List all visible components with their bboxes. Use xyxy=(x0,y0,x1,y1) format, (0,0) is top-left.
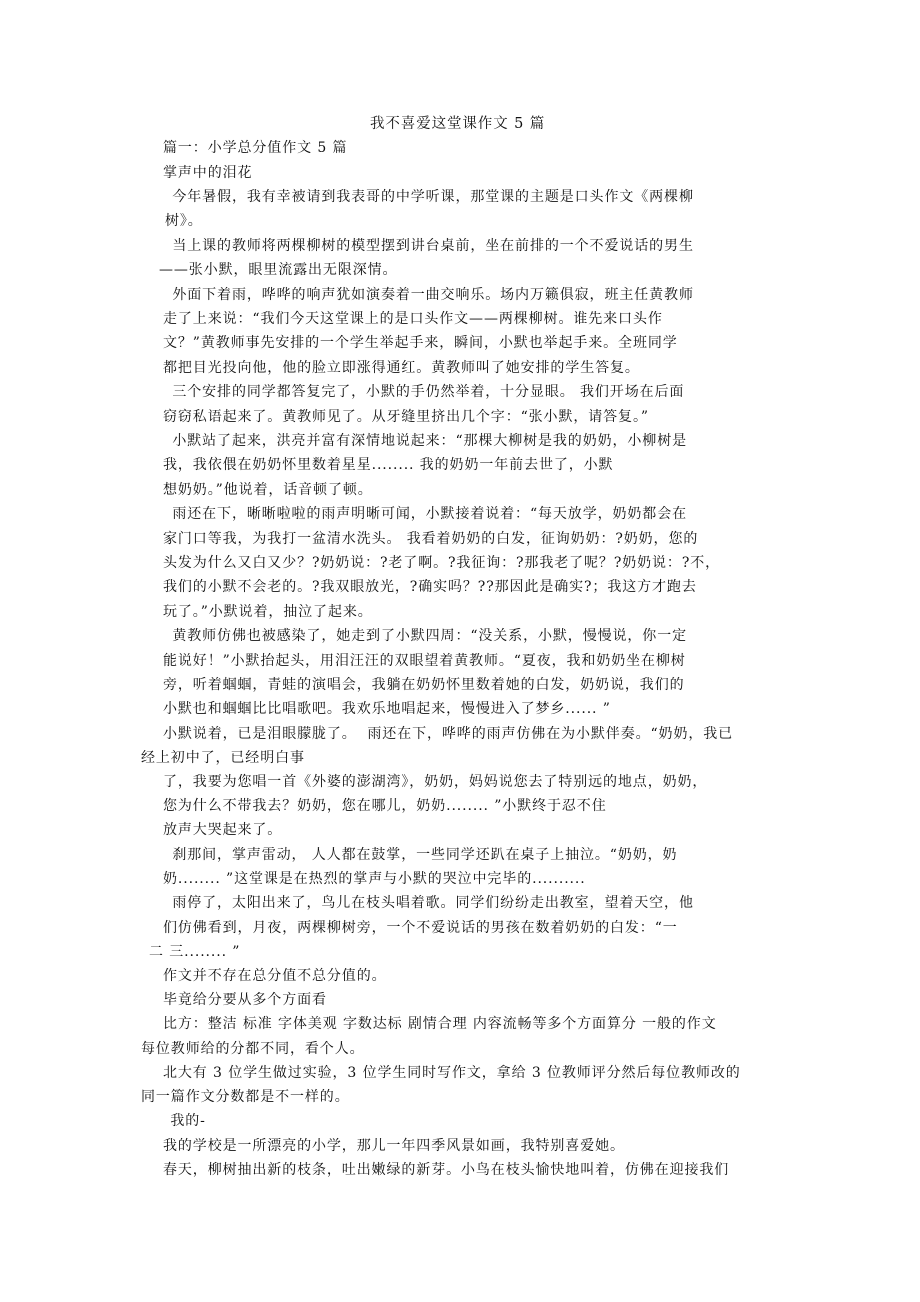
text-line: 今年暑假，我有幸被请到我表哥的中学听课，那堂课的主题是口头作文《两棵柳 xyxy=(167,189,694,205)
text-line: 都把目光投向他，他的脸立即涨得通红。黄教师叫了她安排的学生答复。 xyxy=(163,360,640,376)
text-line: 雨还在下，晰晰啦啦的雨声明晰可闻，小默接着说着：“每天放学，奶奶都会在 xyxy=(167,506,688,522)
text-line: 您为什么不带我去？奶奶，您在哪儿，奶奶........ ”小默终于忍不住 xyxy=(163,798,607,814)
text-line: 北大有 3 位学生做过实验，3 位学生同时写作文，拿给 3 位教师评分然后每位教师改的 xyxy=(163,1065,741,1081)
text-line: ——张小默，眼里流露出无限深情。 xyxy=(159,262,398,278)
text-line: 能说好！”小默抬起头，用泪汪汪的双眼望着黄教师。“夏夜，我和奶奶坐在柳树 xyxy=(163,653,686,669)
text-line: 每位教师给的分都不同，看个人。 xyxy=(141,1041,365,1057)
text-line: 比方：整洁 标准 字体美观 字数达标 剧情合理 内容流畅等多个方面算分 一般的作文 xyxy=(163,1016,717,1032)
text-line: 放声大哭起来了。 xyxy=(163,822,283,838)
text-line: 我，我依偎在奶奶怀里数着星星........ 我的奶奶一年前去世了，小默 xyxy=(163,457,614,473)
text-line: 们仿佛看到，月夜，两棵柳树旁，一个不爱说话的男孩在数着奶奶的白发：“一 xyxy=(163,920,678,936)
text-line: 小默也和蝈蝈比比唱歌吧。我欢乐地唱起来，慢慢进入了梦乡...... ” xyxy=(163,701,611,717)
text-line: 经上初中了，已经明白事 xyxy=(141,750,305,766)
text-line: 二 三........ ” xyxy=(149,944,241,960)
text-line: 树》。 xyxy=(165,213,203,229)
text-line: 我的- xyxy=(165,1113,206,1129)
text-line: 作文并不存在总分值不总分值的。 xyxy=(163,968,387,984)
text-line: 我的学校是一所漂亮的小学，那儿一年四季风景如画，我特别喜爱她。 xyxy=(163,1138,625,1154)
text-line: 了，我要为您唱一首《外婆的澎湖湾》，奶奶，妈妈说您去了特别远的地点，奶奶， xyxy=(163,774,708,790)
text-line: 毕竟给分要从多个方面看 xyxy=(163,992,327,1008)
text-line: 想奶奶。”他说着，话音顿了顿。 xyxy=(163,482,373,498)
text-line: 三个安排的同学都答复完了，小默的手仍然举着，十分显眼。 我们开场在后面 xyxy=(167,384,685,400)
text-line: 玩了。”小默说着，抽泣了起来。 xyxy=(163,604,373,620)
text-line: 同一篇作文分数都是不一样的。 xyxy=(141,1089,350,1105)
text-line: 旁，听着蝈蝈，青蛙的演唱会，我躺在奶奶怀里数着她的白发，奶奶说，我们的 xyxy=(163,677,685,693)
text-line: 小默说着，已是泪眼朦胧了。 雨还在下，哗哗的雨声仿佛在为小默伴奏。“奶奶，我已 xyxy=(163,726,734,742)
text-line: 掌声中的泪花 xyxy=(163,165,253,181)
text-line: 外面下着雨，哗哗的响声犹如演奏着一曲交响乐。场内万籁俱寂，班主任黄教师 xyxy=(167,287,694,303)
text-line: 文？”黄教师事先安排的一个学生举起手来，瞬间，小默也举起手来。全班同学 xyxy=(163,335,678,351)
text-line: 小默站了起来，洪亮并富有深情地说起来：“那棵大柳树是我的奶奶，小柳树是 xyxy=(167,433,688,449)
text-line: 当上课的教师将两棵柳树的模型摆到讲台桌前，坐在前排的一个不爱说话的男生 xyxy=(167,238,694,254)
text-line: 黄教师仿佛也被感染了，她走到了小默四周：“没关系，小默，慢慢说，你一定 xyxy=(167,628,688,644)
text-line: 刹那间，掌声雷动， 人人都在鼓掌，一些同学还趴在桌子上抽泣。“奶奶，奶 xyxy=(167,847,678,863)
document-title: 我不喜爱这堂课作文 5 篇 xyxy=(370,116,546,132)
text-line: 奶........ ”这堂课是在热烈的掌声与小默的哭泣中完毕的.......... xyxy=(163,871,586,887)
text-line: 雨停了，太阳出来了，鸟儿在枝头唱着歌。同学们纷纷走出教室，望着天空，他 xyxy=(167,895,694,911)
text-line: 家门口等我，为我打一盆清水洗头。 我看着奶奶的白发，征询奶奶：?奶奶，您的 xyxy=(163,531,699,547)
text-line: 我们的小默不会老的。?我双眼放光，?确实吗？??那因此是确实?；我这方才跑去 xyxy=(163,579,697,595)
text-line: 春天，柳树抽出新的枝条，吐出嫩绿的新芽。小鸟在枝头愉快地叫着，仿佛在迎接我们 xyxy=(163,1162,730,1178)
text-line: 走了上来说：“我们今天这堂课上的是口头作文——两棵柳树。谁先来口头作 xyxy=(163,311,663,327)
text-line: 篇一：小学总分值作文 5 篇 xyxy=(163,140,348,156)
text-line: 头发为什么又白又少？?奶奶说：?老了啊。?我征询：?那我老了呢？?奶奶说：?不， xyxy=(163,555,721,571)
text-line: 窃窃私语起来了。黄教师见了。从牙缝里挤出几个字：“张小默，请答复。” xyxy=(163,409,649,425)
